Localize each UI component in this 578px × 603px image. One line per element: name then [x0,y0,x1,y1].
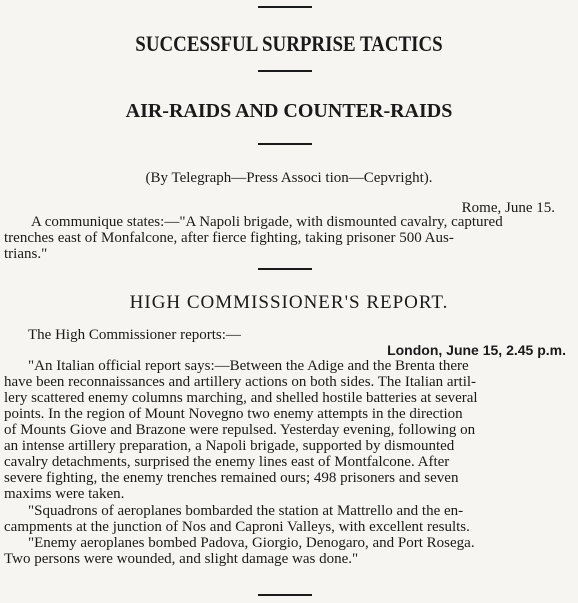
paragraph-line: campments at the junction of Nos and Caproni Valleys, with excellent results. [4,519,470,535]
paragraph-line: of Mounts Giove and Brazone were repulsed. Yesterday evening, following on [4,422,476,438]
paragraph-line: A communique states:—"A Napoli brigade, with dismounted cavalry, captured [31,214,503,230]
paragraph-line: points. In the region of Mount Novegno two enemy attempts in the direction [4,406,463,422]
dateline-rome: Rome, June 15. [461,200,555,216]
headline-primary: SUCCESSFUL SURPRISE TACTICS [135,31,443,56]
paragraph-line: trenches east of Monfalcone, after fierce fighting, taking prisoner 500 Aus- [4,230,454,246]
subhead-high-commissioner: HIGH COMMISSIONER'S REPORT. [129,292,449,313]
paragraph-line: "Squadrons of aeroplanes bombarded the station at Mattrello and the en- [28,503,464,519]
headline-secondary: AIR-RAIDS AND COUNTER-RAIDS [125,100,453,122]
paragraph-line: cavalry detachments, surprised the enemy lines east of Montfalcone. After [4,454,450,470]
paragraph-line: trians." [4,246,48,262]
dateline-london: London, June 15, 2.45 p.m. [387,342,566,358]
paragraph-line: Two persons were wounded, and slight damage was done." [4,551,359,567]
paragraph-line: maxims were taken. [4,486,125,502]
top-rule [258,6,312,8]
bottom-rule [258,594,312,596]
paragraph-line: "An Italian official report says:—Between the Adige and the Brenta there [28,358,469,374]
report-intro: The High Commissioner reports:— [28,327,241,343]
divider-rule [258,143,312,145]
paragraph-line: severe fighting, the enemy trenches remained ours; 498 prisoners and seven [4,470,459,486]
byline: (By Telegraph—Press Associ tion—Cepvright). [145,170,433,186]
divider-rule [258,70,312,72]
paragraph-line: lery scattered enemy columns marching, and shelled hostile batteries at several [4,390,478,406]
paragraph-line: have been reconnaissances and artillery actions on both sides. The Italian artil- [4,374,477,390]
paragraph-line: "Enemy aeroplanes bombed Padova, Giorgio, Denogaro, and Port Rosega. [28,535,475,551]
paragraph-line: an intense artillery preparation, a Napoli brigade, supported by dismounted [4,438,455,454]
divider-rule [258,268,312,270]
